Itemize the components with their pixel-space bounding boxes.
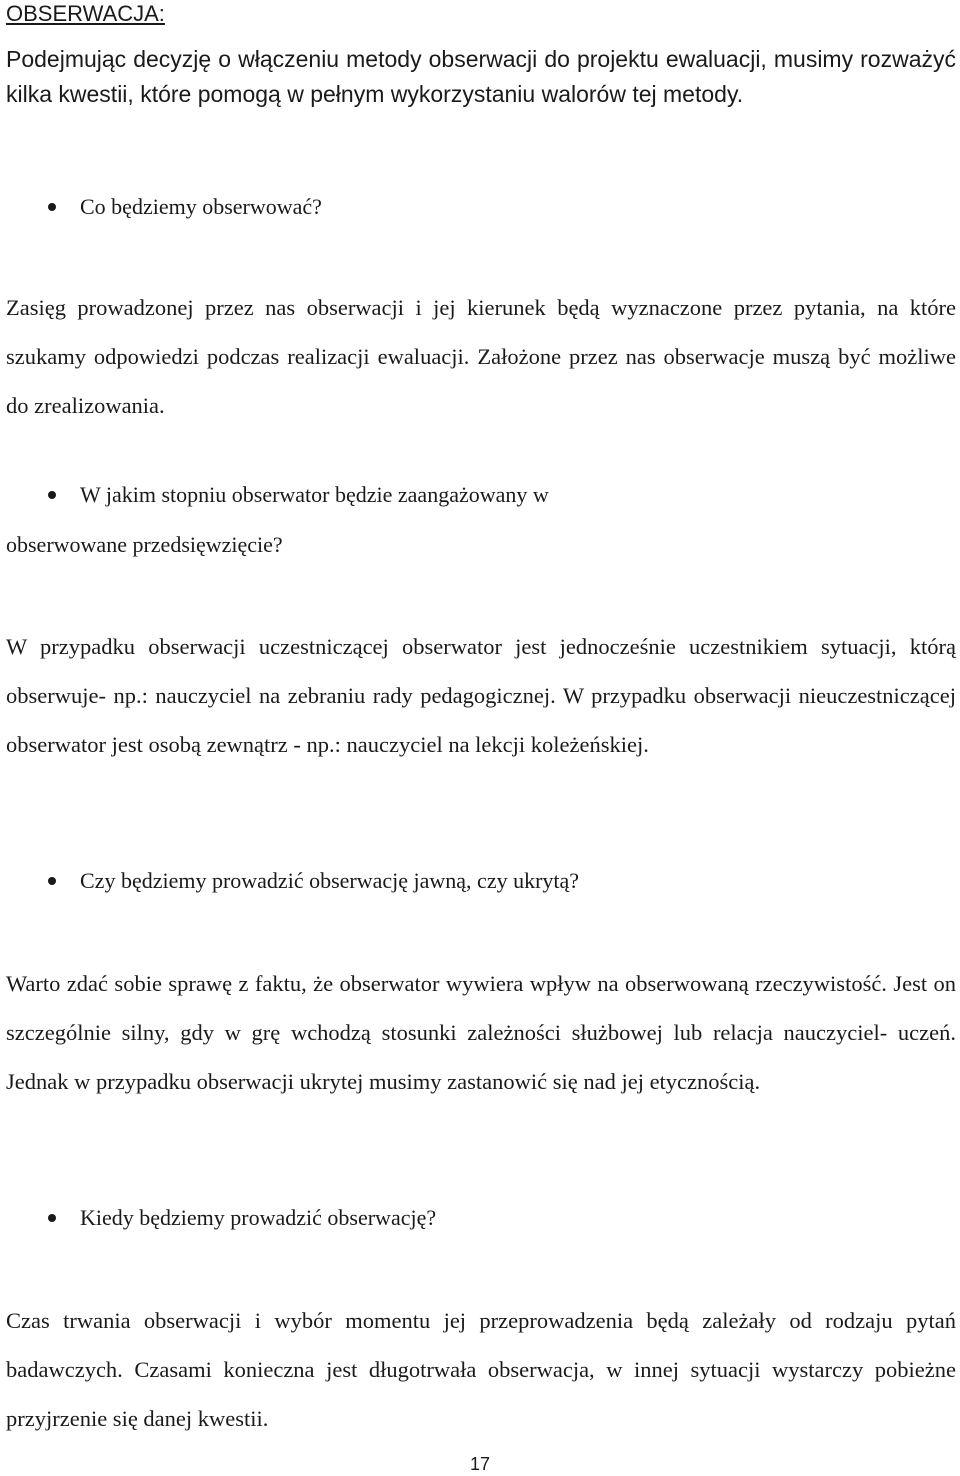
bullet-question-4 [6, 1201, 956, 1235]
page-number: 17 [469, 1454, 491, 1474]
answer-paragraph-2: W przypadku obserwacji uczestniczącej obserwator jest jednocześnie uczestnikiem sytuacji, którą obserwuje- np.: nauczyciel na zebraniu rady pedagogicznej. W przypadku obserwacji nieuczestniczącej obserwator jest osobą zewnątrz - np.: nauczyciel na lekcji koleżeńskiej. [6, 634, 956, 757]
answer-paragraph-1: Zasięg prowadzonej przez nas obserwacji i jej kierunek będą wyznaczone przez pytania, na które szukamy odpowiedzi podczas realizacji ewaluacji. Założone przez nas obserwacje muszą być możliwe do zrealizowania. [6, 295, 956, 418]
answer-paragraph-3: Warto zdać sobie sprawę z faktu, że obserwator wywiera wpływ na obserwowaną rzeczywistość. Jest on szczególnie silny, gdy w grę wchodzą stosunki zależności służbowej lub relacja nauczyciel- uczeń. Jednak w przypadku obserwacji ukrytej musimy zastanowić się nad jej etycznością. [6, 971, 956, 1094]
intro-paragraph: Podejmując decyzję o włączeniu metody obserwacji do projektu ewaluacji, musimy rozważyć kilka kwestii, które pomogą w pełnym wykorzystaniu walorów tej metody. [6, 46, 956, 107]
bullet-question-1 [6, 190, 956, 224]
bullet-icon [48, 203, 56, 211]
question-2-continuation: obserwowane przedsięwzięcie? [6, 532, 283, 557]
bullet-question-3 [6, 864, 956, 898]
question-text: W jakim stopniu obserwator będzie zaangażowany w [80, 482, 549, 507]
bullet-icon [48, 1214, 56, 1222]
question-text: Co będziemy obserwować? [80, 194, 322, 219]
question-text: Czy będziemy prowadzić obserwację jawną, czy ukrytą? [80, 868, 580, 893]
section-heading: OBSERWACJA: [6, 1, 165, 26]
bullet-question-2 [6, 478, 956, 512]
bullet-icon [48, 491, 56, 499]
bullet-icon [48, 877, 56, 885]
question-text: Kiedy będziemy prowadzić obserwację? [80, 1205, 437, 1230]
answer-paragraph-4: Czas trwania obserwacji i wybór momentu jej przeprowadzenia będą zależały od rodzaju pytań badawczych. Czasami konieczna jest długotrwała obserwacja, w innej sytuacji wystarczy pobieżne przyjrzenie się danej kwestii. [6, 1308, 956, 1431]
